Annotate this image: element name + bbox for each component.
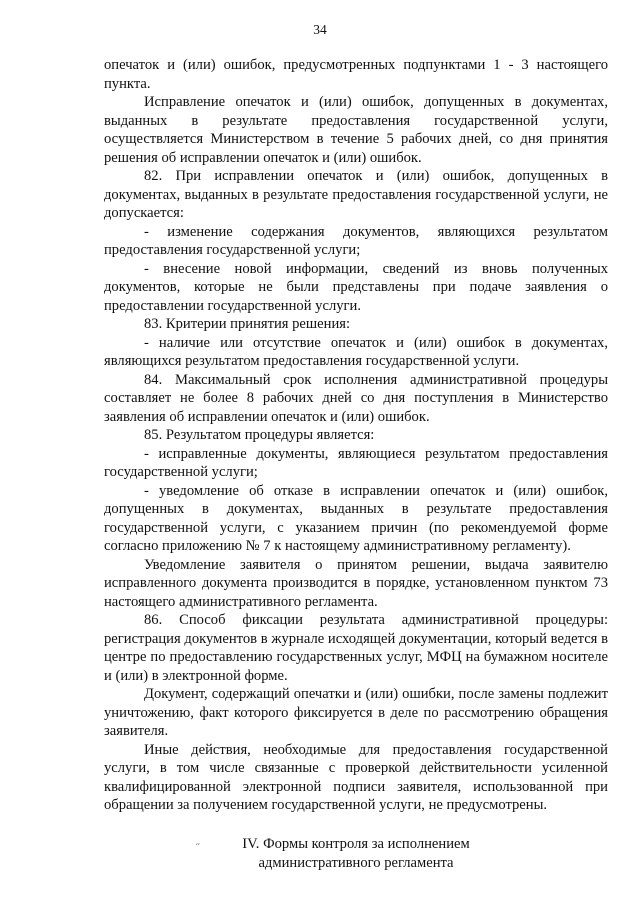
- paragraph: 84. Максимальный срок исполнения административной процедуры составляет не более 8 рабочих дней со дня поступления в Министерство заявления об исправлении опечаток и (или) ошибок.: [104, 371, 608, 425]
- paragraph: 83. Критерии принятия решения:: [144, 316, 351, 332]
- paragraph: Иные действия, необходимые для предоставления государственной услуги, в том числе связанные с проверкой действительности усиленной квалифицированной электронной подписи заявителя, использованной при обращении за получением государственной услуги, не предусмотрены.: [104, 741, 608, 813]
- section-heading: [104, 835, 608, 873]
- list-item: - уведомление об отказе в исправлении опечаток и (или) ошибок, допущенных в документах, выданных в результате предоставления государственной услуги, с указанием причин (по рекомендуемой форме согласно приложению № 7 к настоящему административному регламенту).: [104, 482, 608, 554]
- paragraph: опечаток и (или) ошибок, предусмотренных подпунктами 1 - 3 настоящего пункта.: [104, 57, 608, 92]
- paragraph: Исправление опечаток и (или) ошибок, допущенных в документах, выданных в результате предоставления государственной услуги, осуществляется Министерством в течение 5 рабочих дней, со дня принятия решения об исправлении опечаток и (или) ошибок.: [104, 94, 608, 166]
- list-item: - наличие или отсутствие опечаток и (или) ошибок в документах, являющихся результатом предоставления государственной услуги.: [104, 334, 608, 369]
- page-number: 34: [313, 22, 327, 37]
- paragraph: Документ, содержащий опечатки и (или) ошибки, после замены подлежит уничтожению, факт которого фиксируется в деле по рассмотрению обращения заявителя.: [104, 686, 608, 739]
- paragraph: 86. Способ фиксации результата административной процедуры: регистрация документов в журнале исходящей документации, который ведется в центре по предоставлению государственных услуг, МФЦ на бумажном носителе и (или) в электронной форме.: [104, 612, 608, 684]
- list-item: - внесение новой информации, сведений из вновь полученных документов, которые не были представлены при подаче заявления о предоставлении государственной услуги.: [104, 260, 608, 314]
- section-heading-line: IV. Формы контроля за исполнением: [242, 835, 470, 852]
- paragraph: 85. Результатом процедуры является:: [144, 427, 375, 443]
- paragraph: Уведомление заявителя о принятом решении, выдача заявителю исправленного документа производится в порядке, установленном пунктом 73 настоящего административного регламента.: [104, 556, 608, 610]
- scan-artifact: ˝: [196, 842, 200, 854]
- list-item: - исправленные документы, являющиеся результатом предоставления государственной услуги;: [104, 445, 608, 480]
- list-item: - изменение содержания документов, являющихся результатом предоставления государственной услуги;: [104, 223, 608, 258]
- paragraph: 82. При исправлении опечаток и (или) ошибок, допущенных в документах, выданных в результате предоставления государственной услуги, не допускается:: [104, 168, 608, 221]
- document-body: [104, 56, 608, 873]
- section-heading-line: административного регламента: [258, 854, 454, 871]
